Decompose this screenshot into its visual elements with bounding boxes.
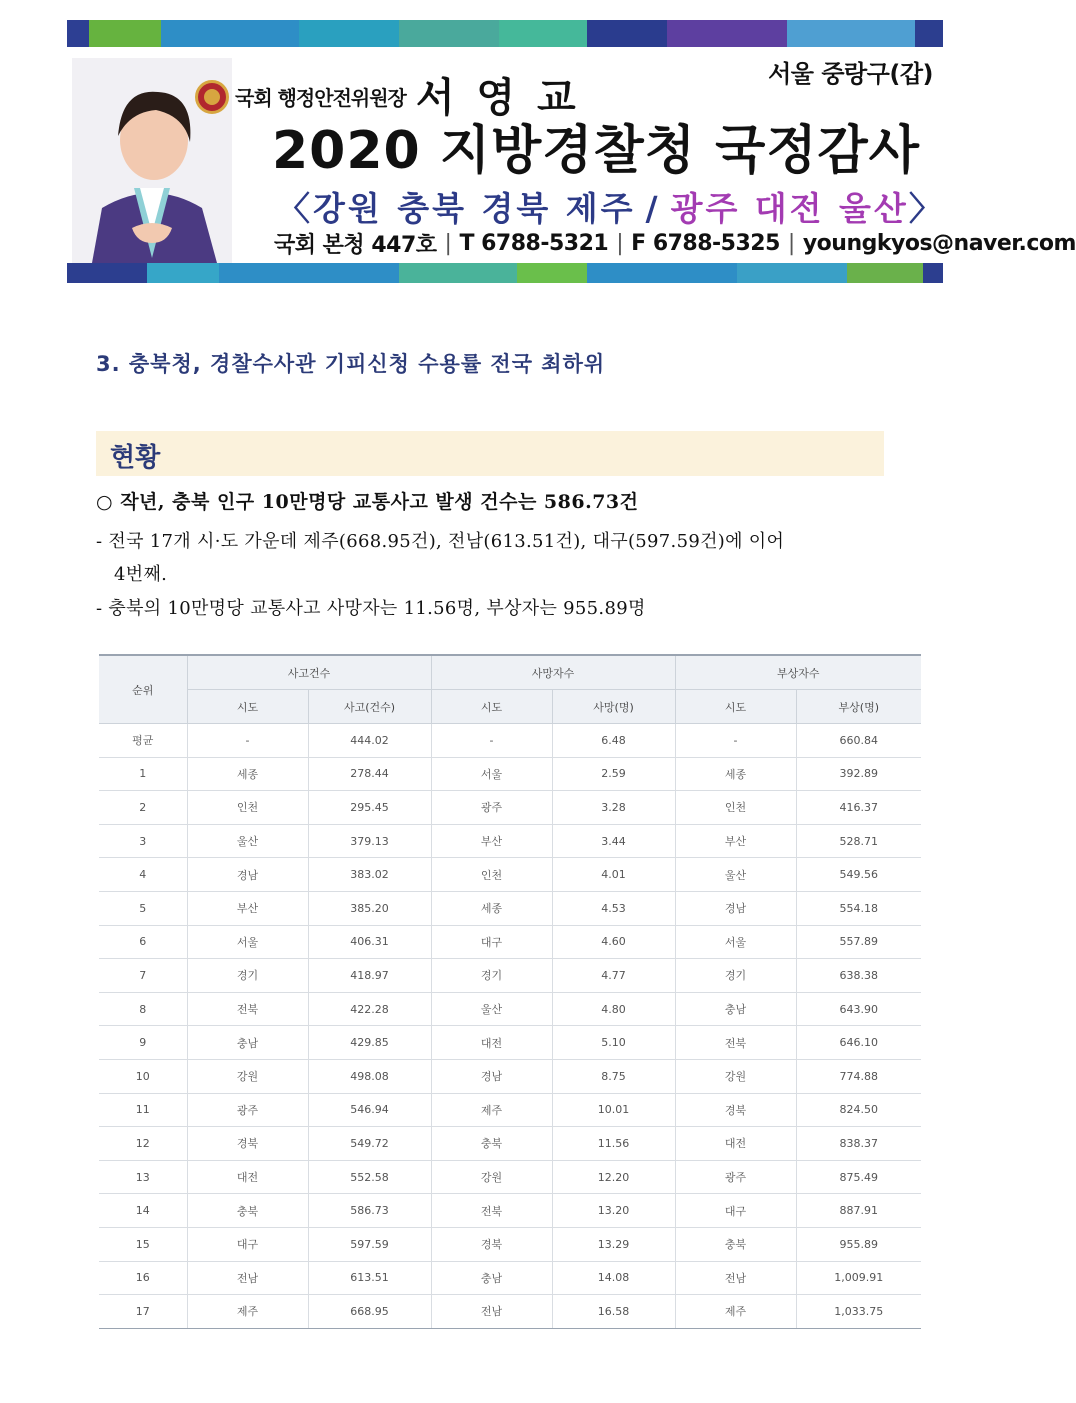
table-cell: 경기 <box>675 959 796 993</box>
table-cell: 세종 <box>431 891 552 925</box>
table-cell: 광주 <box>675 1160 796 1194</box>
rank-cell: 10 <box>99 1059 187 1093</box>
table-cell: 646.10 <box>796 1026 921 1060</box>
table-cell: 498.08 <box>308 1059 431 1093</box>
tel-text: T 6788-5321 <box>459 231 609 256</box>
rank-cell: 7 <box>99 959 187 993</box>
table-cell: 2.59 <box>552 757 675 791</box>
table-cell: 638.38 <box>796 959 921 993</box>
table-cell: - <box>431 724 552 758</box>
regions-group1: 강원 충북 경북 제주 <box>313 189 636 228</box>
table-cell: 4.60 <box>552 925 675 959</box>
table-cell: 838.37 <box>796 1127 921 1161</box>
table-cell: 부산 <box>675 824 796 858</box>
table-cell: 대구 <box>431 925 552 959</box>
table-cell: 444.02 <box>308 724 431 758</box>
fax-text: F 6788-5325 <box>631 231 780 256</box>
table-cell: 385.20 <box>308 891 431 925</box>
table-cell: 13.29 <box>552 1227 675 1261</box>
table-row <box>99 724 921 758</box>
paragraph-ranking-line1: - 전국 17개 시·도 가운데 제주(668.95건), 전남(613.51건), 대구(597.59건)에 이어 <box>96 531 785 552</box>
regions-slash: / <box>645 189 661 228</box>
table-cell: 경북 <box>187 1127 308 1161</box>
rank-cell: 4 <box>99 858 187 892</box>
table-row <box>99 791 921 825</box>
table-cell: 서울 <box>431 757 552 791</box>
rank-cell: 3 <box>99 824 187 858</box>
table-cell: 울산 <box>675 858 796 892</box>
table-cell: 대구 <box>675 1194 796 1228</box>
separator: | <box>444 231 452 256</box>
separator: | <box>616 231 624 256</box>
table-row <box>99 1127 921 1161</box>
group-header-deaths: 사망자수 <box>431 655 675 690</box>
table-row <box>99 824 921 858</box>
table-cell: 1,009.91 <box>796 1261 921 1295</box>
table-cell: 강원 <box>187 1059 308 1093</box>
paragraph-ranking <box>96 525 906 591</box>
table-cell: 586.73 <box>308 1194 431 1228</box>
separator: | <box>787 231 795 256</box>
table-cell: 전북 <box>187 992 308 1026</box>
rank-cell: 14 <box>99 1194 187 1228</box>
rank-cell: 17 <box>99 1295 187 1329</box>
table-cell: 10.01 <box>552 1093 675 1127</box>
table-row <box>99 992 921 1026</box>
paragraph-casualties: - 충북의 10만명당 교통사고 사망자는 11.56명, 부상자는 955.89명 <box>96 598 646 619</box>
table-cell: 경북 <box>675 1093 796 1127</box>
table-row <box>99 757 921 791</box>
table-cell: 955.89 <box>796 1227 921 1261</box>
table-cell: 경남 <box>187 858 308 892</box>
table-row <box>99 925 921 959</box>
banner-bottom-stripe <box>67 263 943 283</box>
email-text: youngkyos@naver.com <box>802 231 1076 256</box>
table-cell: - <box>187 724 308 758</box>
table-cell: 12.20 <box>552 1160 675 1194</box>
table-row <box>99 1093 921 1127</box>
table-cell: 875.49 <box>796 1160 921 1194</box>
table-cell: 549.72 <box>308 1127 431 1161</box>
table-row <box>99 1160 921 1194</box>
table-cell: 전남 <box>675 1261 796 1295</box>
table-cell: 546.94 <box>308 1093 431 1127</box>
table-row <box>99 1059 921 1093</box>
table-cell: 세종 <box>675 757 796 791</box>
table-cell: 429.85 <box>308 1026 431 1060</box>
table-row <box>99 891 921 925</box>
table-cell: 충북 <box>431 1127 552 1161</box>
regions-open: 〈 <box>277 189 313 228</box>
table-cell: 774.88 <box>796 1059 921 1093</box>
table-cell: 6.48 <box>552 724 675 758</box>
table-cell: 부산 <box>187 891 308 925</box>
district-label: 서울 중랑구(갑) <box>768 60 933 88</box>
table-cell: 인천 <box>431 858 552 892</box>
rank-cell: 8 <box>99 992 187 1026</box>
status-box <box>96 431 884 476</box>
table-row <box>99 1261 921 1295</box>
rank-cell: 1 <box>99 757 187 791</box>
rank-cell: 16 <box>99 1261 187 1295</box>
table-row <box>99 1194 921 1228</box>
table-cell: 418.97 <box>308 959 431 993</box>
table-cell: 강원 <box>431 1160 552 1194</box>
table-cell: 668.95 <box>308 1295 431 1329</box>
table-cell: 416.37 <box>796 791 921 825</box>
paragraph-ranking-line2: 4번째. <box>114 564 168 585</box>
banner-title: 2020 지방경찰청 국정감사 <box>272 121 921 181</box>
group-header-accidents: 사고건수 <box>187 655 431 690</box>
table-cell: 3.28 <box>552 791 675 825</box>
table-cell: 660.84 <box>796 724 921 758</box>
table-cell: 597.59 <box>308 1227 431 1261</box>
table-cell: 대전 <box>187 1160 308 1194</box>
table-cell: 광주 <box>431 791 552 825</box>
sub-header: 사망(명) <box>552 690 675 724</box>
table-cell: 대전 <box>675 1127 796 1161</box>
table-cell: 경남 <box>675 891 796 925</box>
table-cell: 인천 <box>675 791 796 825</box>
rank-cell: 9 <box>99 1026 187 1060</box>
table-cell: 충남 <box>675 992 796 1026</box>
rank-header: 순위 <box>99 655 187 724</box>
person-name: 서 영 교 <box>415 75 580 121</box>
table-row <box>99 1295 921 1329</box>
table-cell: 경남 <box>431 1059 552 1093</box>
table-cell: 전남 <box>187 1261 308 1295</box>
regions-close: 〉 <box>908 189 945 228</box>
statistics-table-wrap <box>99 654 921 1329</box>
table-cell: 경북 <box>431 1227 552 1261</box>
table-cell: 경기 <box>187 959 308 993</box>
table-cell: 528.71 <box>796 824 921 858</box>
table-row <box>99 1227 921 1261</box>
table-cell: 1,033.75 <box>796 1295 921 1329</box>
table-row <box>99 858 921 892</box>
table-cell: 8.75 <box>552 1059 675 1093</box>
table-cell: 13.20 <box>552 1194 675 1228</box>
table-cell: 4.80 <box>552 992 675 1026</box>
status-label: 현황 <box>110 443 161 473</box>
table-cell: 제주 <box>675 1295 796 1329</box>
table-cell: 충남 <box>187 1026 308 1060</box>
table-cell: 세종 <box>187 757 308 791</box>
table-cell: 충북 <box>675 1227 796 1261</box>
regions-line <box>277 183 945 230</box>
table-cell: 5.10 <box>552 1026 675 1060</box>
table-cell: 울산 <box>187 824 308 858</box>
table-cell: 295.45 <box>308 791 431 825</box>
sub-header: 사고(건수) <box>308 690 431 724</box>
table-cell: 충북 <box>187 1194 308 1228</box>
table-cell: 824.50 <box>796 1093 921 1127</box>
table-cell: 제주 <box>431 1093 552 1127</box>
table-cell: 경기 <box>431 959 552 993</box>
table-cell: 278.44 <box>308 757 431 791</box>
table-cell: 4.01 <box>552 858 675 892</box>
table-cell: 전북 <box>431 1194 552 1228</box>
table-cell: 전북 <box>675 1026 796 1060</box>
table-cell: 14.08 <box>552 1261 675 1295</box>
rank-cell: 13 <box>99 1160 187 1194</box>
table-cell: 4.53 <box>552 891 675 925</box>
table-cell: 11.56 <box>552 1127 675 1161</box>
paragraph-summary: ○ 작년, 충북 인구 10만명당 교통사고 발생 건수는 586.73건 <box>96 491 639 513</box>
table-cell: 422.28 <box>308 992 431 1026</box>
table-cell: 서울 <box>187 925 308 959</box>
rank-cell: 6 <box>99 925 187 959</box>
rank-cell: 평균 <box>99 724 187 758</box>
table-cell: 서울 <box>675 925 796 959</box>
rank-cell: 12 <box>99 1127 187 1161</box>
table-cell: 16.58 <box>552 1295 675 1329</box>
table-body <box>99 724 921 1329</box>
table-cell: 557.89 <box>796 925 921 959</box>
table-cell: 549.56 <box>796 858 921 892</box>
banner-top-stripe <box>67 20 943 47</box>
sub-header: 시도 <box>675 690 796 724</box>
group-header-injuries: 부상자수 <box>675 655 921 690</box>
table-cell: 대전 <box>431 1026 552 1060</box>
table-cell: 887.91 <box>796 1194 921 1228</box>
table-cell: 울산 <box>431 992 552 1026</box>
table-cell: 406.31 <box>308 925 431 959</box>
table-cell: - <box>675 724 796 758</box>
statistics-table <box>99 654 921 1329</box>
table-cell: 554.18 <box>796 891 921 925</box>
contact-line <box>274 228 1076 259</box>
table-cell: 4.77 <box>552 959 675 993</box>
table-cell: 3.44 <box>552 824 675 858</box>
table-cell: 부산 <box>431 824 552 858</box>
rank-cell: 5 <box>99 891 187 925</box>
table-cell: 379.13 <box>308 824 431 858</box>
section-title: 3. 충북청, 경찰수사관 기피신청 수용률 전국 최하위 <box>96 352 606 376</box>
table-cell: 충남 <box>431 1261 552 1295</box>
office-text: 국회 본청 447호 <box>274 233 437 258</box>
sub-header: 시도 <box>187 690 308 724</box>
national-assembly-seal-icon <box>195 80 229 114</box>
regions-group2: 광주 대전 울산 <box>670 189 909 228</box>
table-row <box>99 1026 921 1060</box>
table-cell: 383.02 <box>308 858 431 892</box>
table-cell: 인천 <box>187 791 308 825</box>
rank-cell: 11 <box>99 1093 187 1127</box>
table-cell: 대구 <box>187 1227 308 1261</box>
table-cell: 643.90 <box>796 992 921 1026</box>
table-cell: 광주 <box>187 1093 308 1127</box>
table-cell: 강원 <box>675 1059 796 1093</box>
header-banner <box>67 20 1076 283</box>
table-cell: 제주 <box>187 1295 308 1329</box>
org-text: 국회 행정안전위원장 <box>235 86 406 110</box>
table-cell: 552.58 <box>308 1160 431 1194</box>
rank-cell: 2 <box>99 791 187 825</box>
table-cell: 613.51 <box>308 1261 431 1295</box>
rank-cell: 15 <box>99 1227 187 1261</box>
table-cell: 392.89 <box>796 757 921 791</box>
table-cell: 전남 <box>431 1295 552 1329</box>
sub-header: 부상(명) <box>796 690 921 724</box>
sub-header: 시도 <box>431 690 552 724</box>
table-row <box>99 959 921 993</box>
